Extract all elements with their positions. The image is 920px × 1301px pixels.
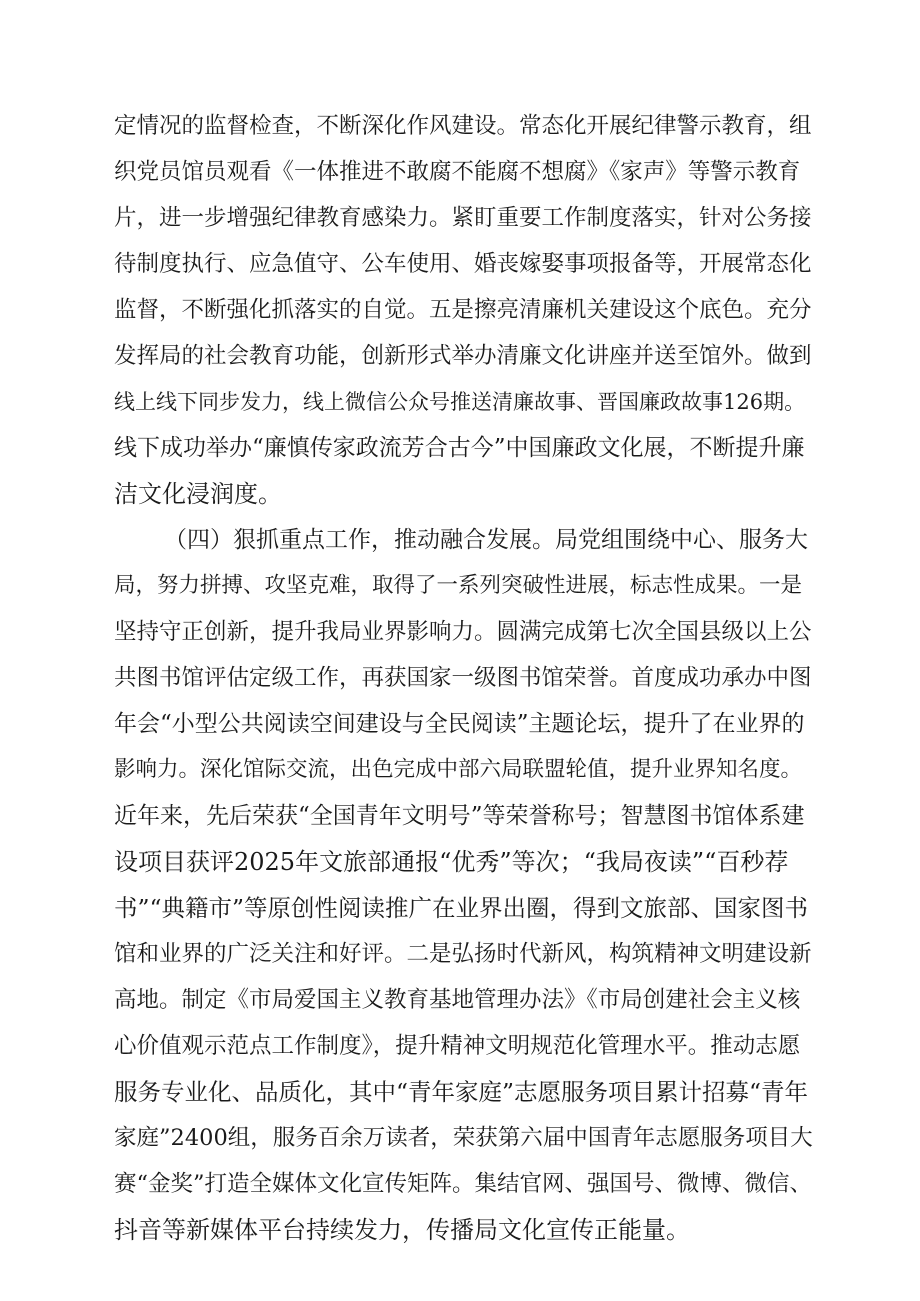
- paragraph-2-line-10: 馆和业界的广泛关注和好评。二是弘扬时代新风，构筑精神文明建设新: [114, 941, 812, 967]
- paragraph-1-line-2: 织党员馆员观看《一体推进不敢腐不能腐不想腐》《家声》等警示教育: [114, 159, 801, 185]
- paragraph-1-line-5: 监督，不断强化抓落实的自觉。五是擦亮清廉机关建设这个底色。充分: [114, 297, 812, 323]
- paragraph-1-line-3: 片，进一步增强纪律教育感染力。紧盯重要工作制度落实，针对公务接: [114, 205, 812, 231]
- paragraph-1-line-6: 发挥局的社会教育功能，创新形式举办清廉文化讲座并送至馆外。做到: [114, 343, 812, 369]
- paragraph-2-line-6: 影响力。深化馆际交流，出色完成中部六局联盟轮值，提升业界知名度。: [114, 757, 803, 782]
- paragraph-1-line-1: 定情况的监督检查，不断深化作风建设。常态化开展纪律警示教育，组: [114, 113, 812, 139]
- paragraph-1-line-9: 洁文化浸润度。: [114, 480, 282, 508]
- paragraph-2-line-1: （四）狠抓重点工作，推动融合发展。局党组围绕中心、服务大: [164, 527, 808, 553]
- paragraph-1-line-8: 线下成功举办“廉慎传家政流芳合古今”中国廉政文化展，不断提升廉: [114, 435, 805, 461]
- paragraph-1-line-7: 线上线下同步发力，线上微信公众号推送清廉故事、晋国廉政故事126期。: [114, 390, 806, 414]
- paragraph-2-line-5: 年会“小型公共阅读空间建设与全民阅读”主题论坛，提升了在业界的: [114, 711, 805, 737]
- paragraph-2-line-12: 心价值观示范点工作制度》，提升精神文明规范化管理水平。推动志愿: [114, 1033, 801, 1059]
- paragraph-2-line-9: 书”“典籍市”等原创性阅读推广在业界出圈，得到文旅部、国家图书: [114, 894, 809, 922]
- paragraph-2-line-14: 家庭”2400组，服务百余万读者，荣获第六届中国青年志愿服务项目大: [114, 1125, 813, 1151]
- paragraph-2-line-16: 抖音等新媒体平台持续发力，传播局文化宣传正能量。: [114, 1216, 690, 1244]
- paragraph-1-line-4: 待制度执行、应急值守、公车使用、婚丧嫁娶事项报备等，开展常态化: [114, 251, 812, 277]
- paragraph-2-line-4: 共图书馆评估定级工作，再获国家一级图书馆荣誉。首度成功承办中图: [114, 665, 812, 691]
- paragraph-2-line-7: 近年来，先后荣获“全国青年文明号”等荣誉称号；智慧图书馆体系建: [114, 803, 805, 829]
- paragraph-2-line-2: 局，努力拼搏、攻坚克难，取得了一系列突破性进展，标志性成果。一是: [114, 573, 803, 598]
- paragraph-2-line-11: 高地。制定《市局爱国主义教育基地管理办法》《市局创建社会主义核: [114, 987, 801, 1013]
- paragraph-2-line-8: 设项目获评2025年文旅部通报“优秀”等次；“我局夜读”“百秒荐: [114, 848, 789, 876]
- paragraph-2-line-3: 坚持守正创新，提升我局业界影响力。圆满完成第七次全国县级以上公: [114, 619, 812, 645]
- paragraph-2-line-15: 赛“金奖”打造全媒体文化宣传矩阵。集结官网、强国号、微博、微信、: [114, 1171, 813, 1197]
- paragraph-2-line-13: 服务专业化、品质化，其中“青年家庭”志愿服务项目累计招募“青年: [114, 1078, 809, 1106]
